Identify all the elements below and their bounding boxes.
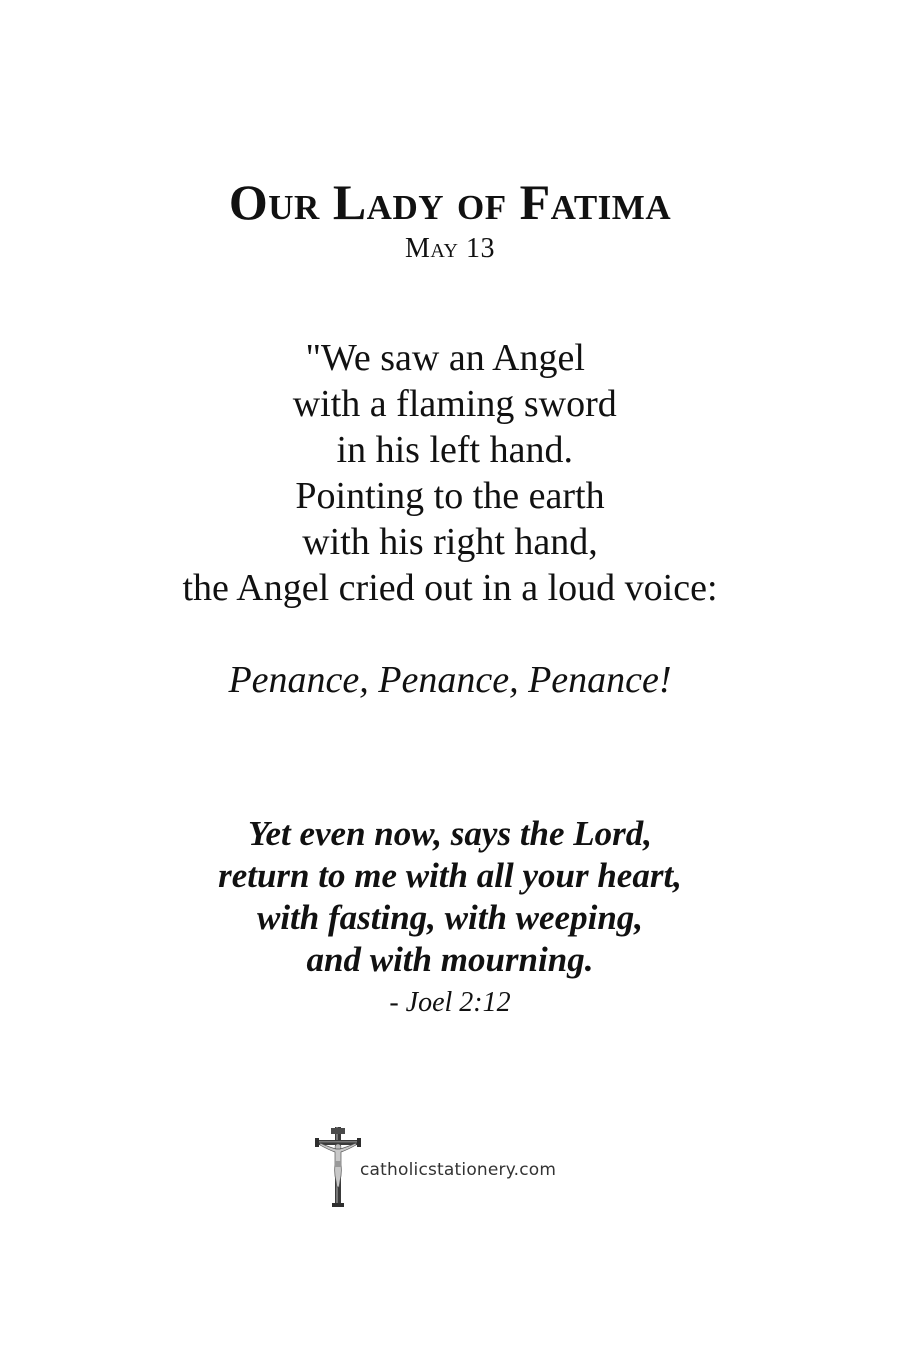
penance-exclamation: Penance, Penance, Penance!	[228, 659, 672, 701]
verse-line: return to me with all your heart,	[218, 856, 682, 895]
footer-brand	[312, 1125, 592, 1215]
scripture-citation: - Joel 2:12	[389, 987, 511, 1018]
angel-quote	[0, 335, 900, 611]
website-link[interactable]: catholicstationery.com	[360, 1160, 557, 1180]
verse-line: and with mourning.	[306, 940, 594, 979]
crucifix-icon	[312, 1125, 364, 1209]
quote-line: with his right hand,	[302, 521, 598, 563]
page-title: Our Lady of Fatima	[228, 174, 672, 230]
quote-line: the Angel cried out in a loud voice:	[182, 567, 718, 609]
quote-line: in his left hand.	[327, 429, 573, 471]
feast-date: May 13	[405, 233, 495, 264]
quote-line: with a flaming sword	[283, 383, 617, 425]
verse-line: Yet even now, says the Lord,	[247, 814, 653, 853]
verse-line: with fasting, with weeping,	[256, 898, 644, 937]
scripture-verse	[0, 813, 900, 981]
quote-line: Pointing to the earth	[295, 475, 605, 517]
quote-line: "We saw an Angel	[305, 337, 595, 379]
